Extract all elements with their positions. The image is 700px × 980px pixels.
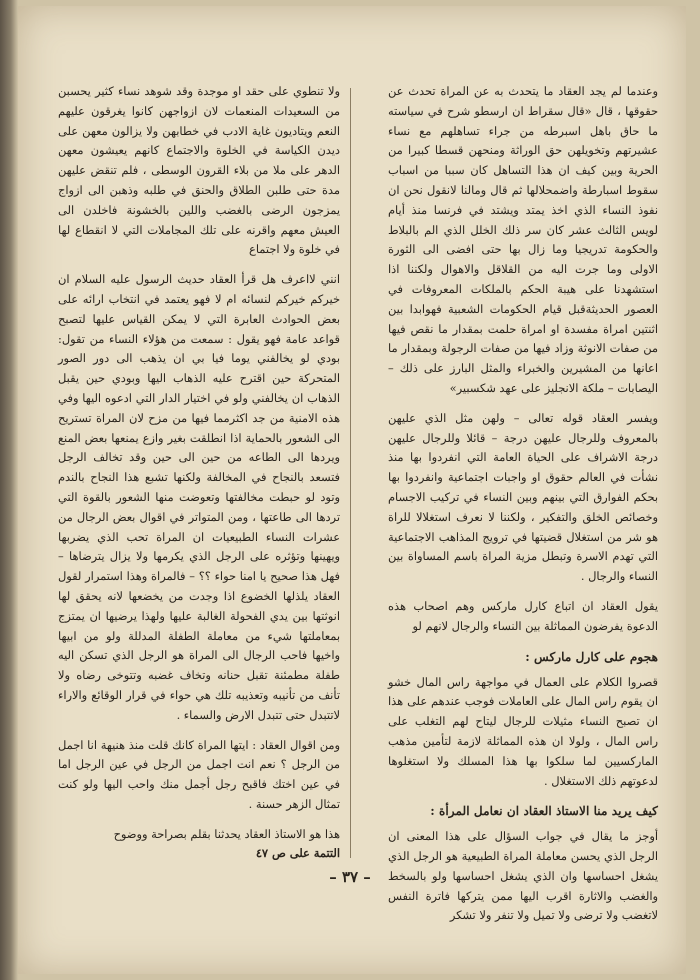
paragraph: هذا هو الاستاذ العقاد يحدثنا بقلم بصراحة ووضوح xyxy=(113,826,340,841)
column-divider xyxy=(350,88,351,858)
paragraph: ومن اقوال العقاد : ايتها المراة كانك قلت منذ هنيهة انا اجمل من الرجل ؟ نعم انت اجمل من الرجل في عين الرجل اما في عين اختك فاقبح رجل أجمل منك واحب اليها ولو كنت تمثال الزهر حسنة . xyxy=(58,737,340,811)
paragraph: ولا تنطوي على حقد او موجدة وقد شوهد نساء كثير يحسبن من السعيدات المنعمات لان ازواجهن كانوا يغرقون عليهم النعم ويتاديون غاية الادب في خطابهن ولا يزالون معهن على ديدن الكياسة في الخلوة والاجتماع كانهم يعيشون معهن الدهر على ملا من بلاء القرون الوسطى ، فلم تنقض عليهن مدة حتى طلبن الطلاق والحنق في طلبه وذهبن الى ازواج يمزجون الرضى بالغضب واللين بالخشونة فاخلدن الى العيش معهم واقرنه على تلك المجاملات التي لا انقطاع لها في خلوة ولا اجتماع xyxy=(58,84,340,257)
binding-shadow xyxy=(0,0,18,980)
paragraph: يقول العقاد ان اتباع كارل ماركس وهم اصحاب هذه الدعوة يفرضون المماثلة بين النساء والرجال لانهم لو xyxy=(388,598,658,633)
paragraph: وعندما لم يجد العقاد ما يتحدث به عن المراة تحدث عن حقوقها ، قال «قال سقراط ان ارسطو شرح في سياسته ما حاق باهل اسبرطه من جراء تساهلهم مع نساء عشيرتهم وتخويلهن حق الوراثة ومنحهن قسطا كبيرا من الحرية وبين كيف ان هذا التساهل كان سببا من اسباب سقوط اسبارطة واضمحلالها ثم قال ومالنا لانقول نحن ان نفوذ النساء الذي اخذ يمتد ويشتد في فرنسا منذ أيام لويس الثالث عشر كان سر ذلك الخلل الذي الم بالبلاط والحكومة تدريجيا وما زال بها حتى افضى الى الثورة الاولى وما جرت اليه من القلاقل والاهوال ولكننا اذا استشهدنا على هيبة الحكم بالملكات المعروفات في العصور الحديثةقبل قيام الحكومات الشعبية فهوابدا بين اثنتين امراة مفسدة او امراة حلمت بمقدار ما نقص فيها من صفات الانوثة وزاد فيها من صفات الرجولة وبمقدار ما اعانها من المشيرين والخبراء والمثل البارز على ذلك – اليصابات – ملكة الانجليز على عهد شكسبير» xyxy=(388,84,658,395)
section-heading: كيف يريد منا الاستاذ العقاد ان نعامل المرأة : xyxy=(430,804,658,819)
paragraph: ويفسر العقاد قوله تعالى – ولهن مثل الذي عليهن بالمعروف وللرجال عليهن درجة – قائلا وللرجال عليهن درجة الاشراف على الحياة العامة التي انفردوا بها منذ نشأت في العالم حقوق او واجبات اجتماعية وانفردوا بها بحكم الفوارق التي بينهم وبين النساء في تركيب الاجسام وخصائص الخلق والتفكير ، ولكننا لا نعرف استغلالا للراة هو شر من استغلال قضيتها في ترويج المذاهب الاجتماعية التي تهدم الاسرة وتبطل مزية المراة باسم المساواة بين النساء والرجال . xyxy=(388,410,658,584)
right-column xyxy=(388,82,658,926)
paragraph: انني لااعرف هل قرأ العقاد حديث الرسول عليه السلام ان خيركم خيركم لنسائه ام لا فهو يعتمد في انتخاب ارائه على بعض الحوادث العابرة التي لا يمكن القياس عليها لتصبح قواعد عامة فهو يقول : سمعت من هؤلاء النساء من تقول: بودي لو يخالفني يوما فيا بي ان يذهب الى دور الصور المتحركة حين اقترح عليه الذهاب اليها وبودي حين يقبل الذهاب ان يخالفني ولو في اختيار الدار التي ادعوه اليها وفي هذه الامنية من جد اكثرمما فيها من مزح لان المراة تستريح الى الشعور بالحماية اذا انطلقت بغير وازع يمنعها بعض المنع ويردها الى الطاعه من حين الى حين وقد تخالف الرجل فتسعد بالنجاح في المخالفة ولكنها تشبع هذا النجاح بالندم وتود لو حبطت مخالفتها وتعوضت منها الشعور بالقوة التي تردها الى طاعتها ، ومن المتواتر في اقوال بعض الرجال من عشرات النساء الطبيعيات ان المراة تحب الذي يضربها ويهينها وتؤثره على الرجل الذي يكرمها ولا يزال يترضاها – فهل هذا صحيح يا امنا حواء ؟؟ – فالمراة وهذا استمرار لقول العقاد يلذلها الخضوع اذا وجدت من يخضعها لانه يحقق لها انوثتها بين يدي الفحولة الغالبة عليها ولهذا يرضيها ان يمتزج بمعاملتها شيء من معاملة الطفلة المدللة ولو من ابيها واخيها فاحب الرجال الى المراة هو الرجل الذي تسكن اليه طفلة مطمئنة تقبل حنانه وتخاف غضبه وتتوخى رضاه ولا تأنف من تأنيبه وتعذيبه تلك هي حواء في قرار الوقائع والاراء لاتتبدل حتى تتبدل الارض والسماء . xyxy=(58,272,340,722)
paragraph: قصروا الكلام على العمال في مواجهة راس المال خشو ان يقوم راس المال على العاملات فوجب عندهم على هذا ان تصبح النساء مثيلات للرجال ليتاح لهم التغلب على راس المال ، ولولا ان هذه المماثلة لازمة لتأمين مذهب الماركسيين لما سلكوا بها هذا المسلك ولا استغلوها لدعوتهم ذلك الاستغلال . xyxy=(388,674,658,788)
section-heading: هجوم على كارل ماركس : xyxy=(525,649,658,664)
page-number: – ٣٧ – xyxy=(329,868,371,886)
paragraph: أوجز ما يقال في جواب السؤال على هذا المعنى ان الرجل الذي يحسن معاملة المراة الطبيعية هو الرجل الذي يشغل احساسها وان الذي يشغل احساسها ولو بالسخط والغضب والاثارة اقرب اليها ممن يتركها فاترة النفس لاتغضب ولا ترضى ولا تميل ولا تنفر ولا تشكر xyxy=(388,829,658,923)
continuation-note: التتمة على ص ٤٧ xyxy=(255,846,340,861)
left-column xyxy=(58,82,340,864)
